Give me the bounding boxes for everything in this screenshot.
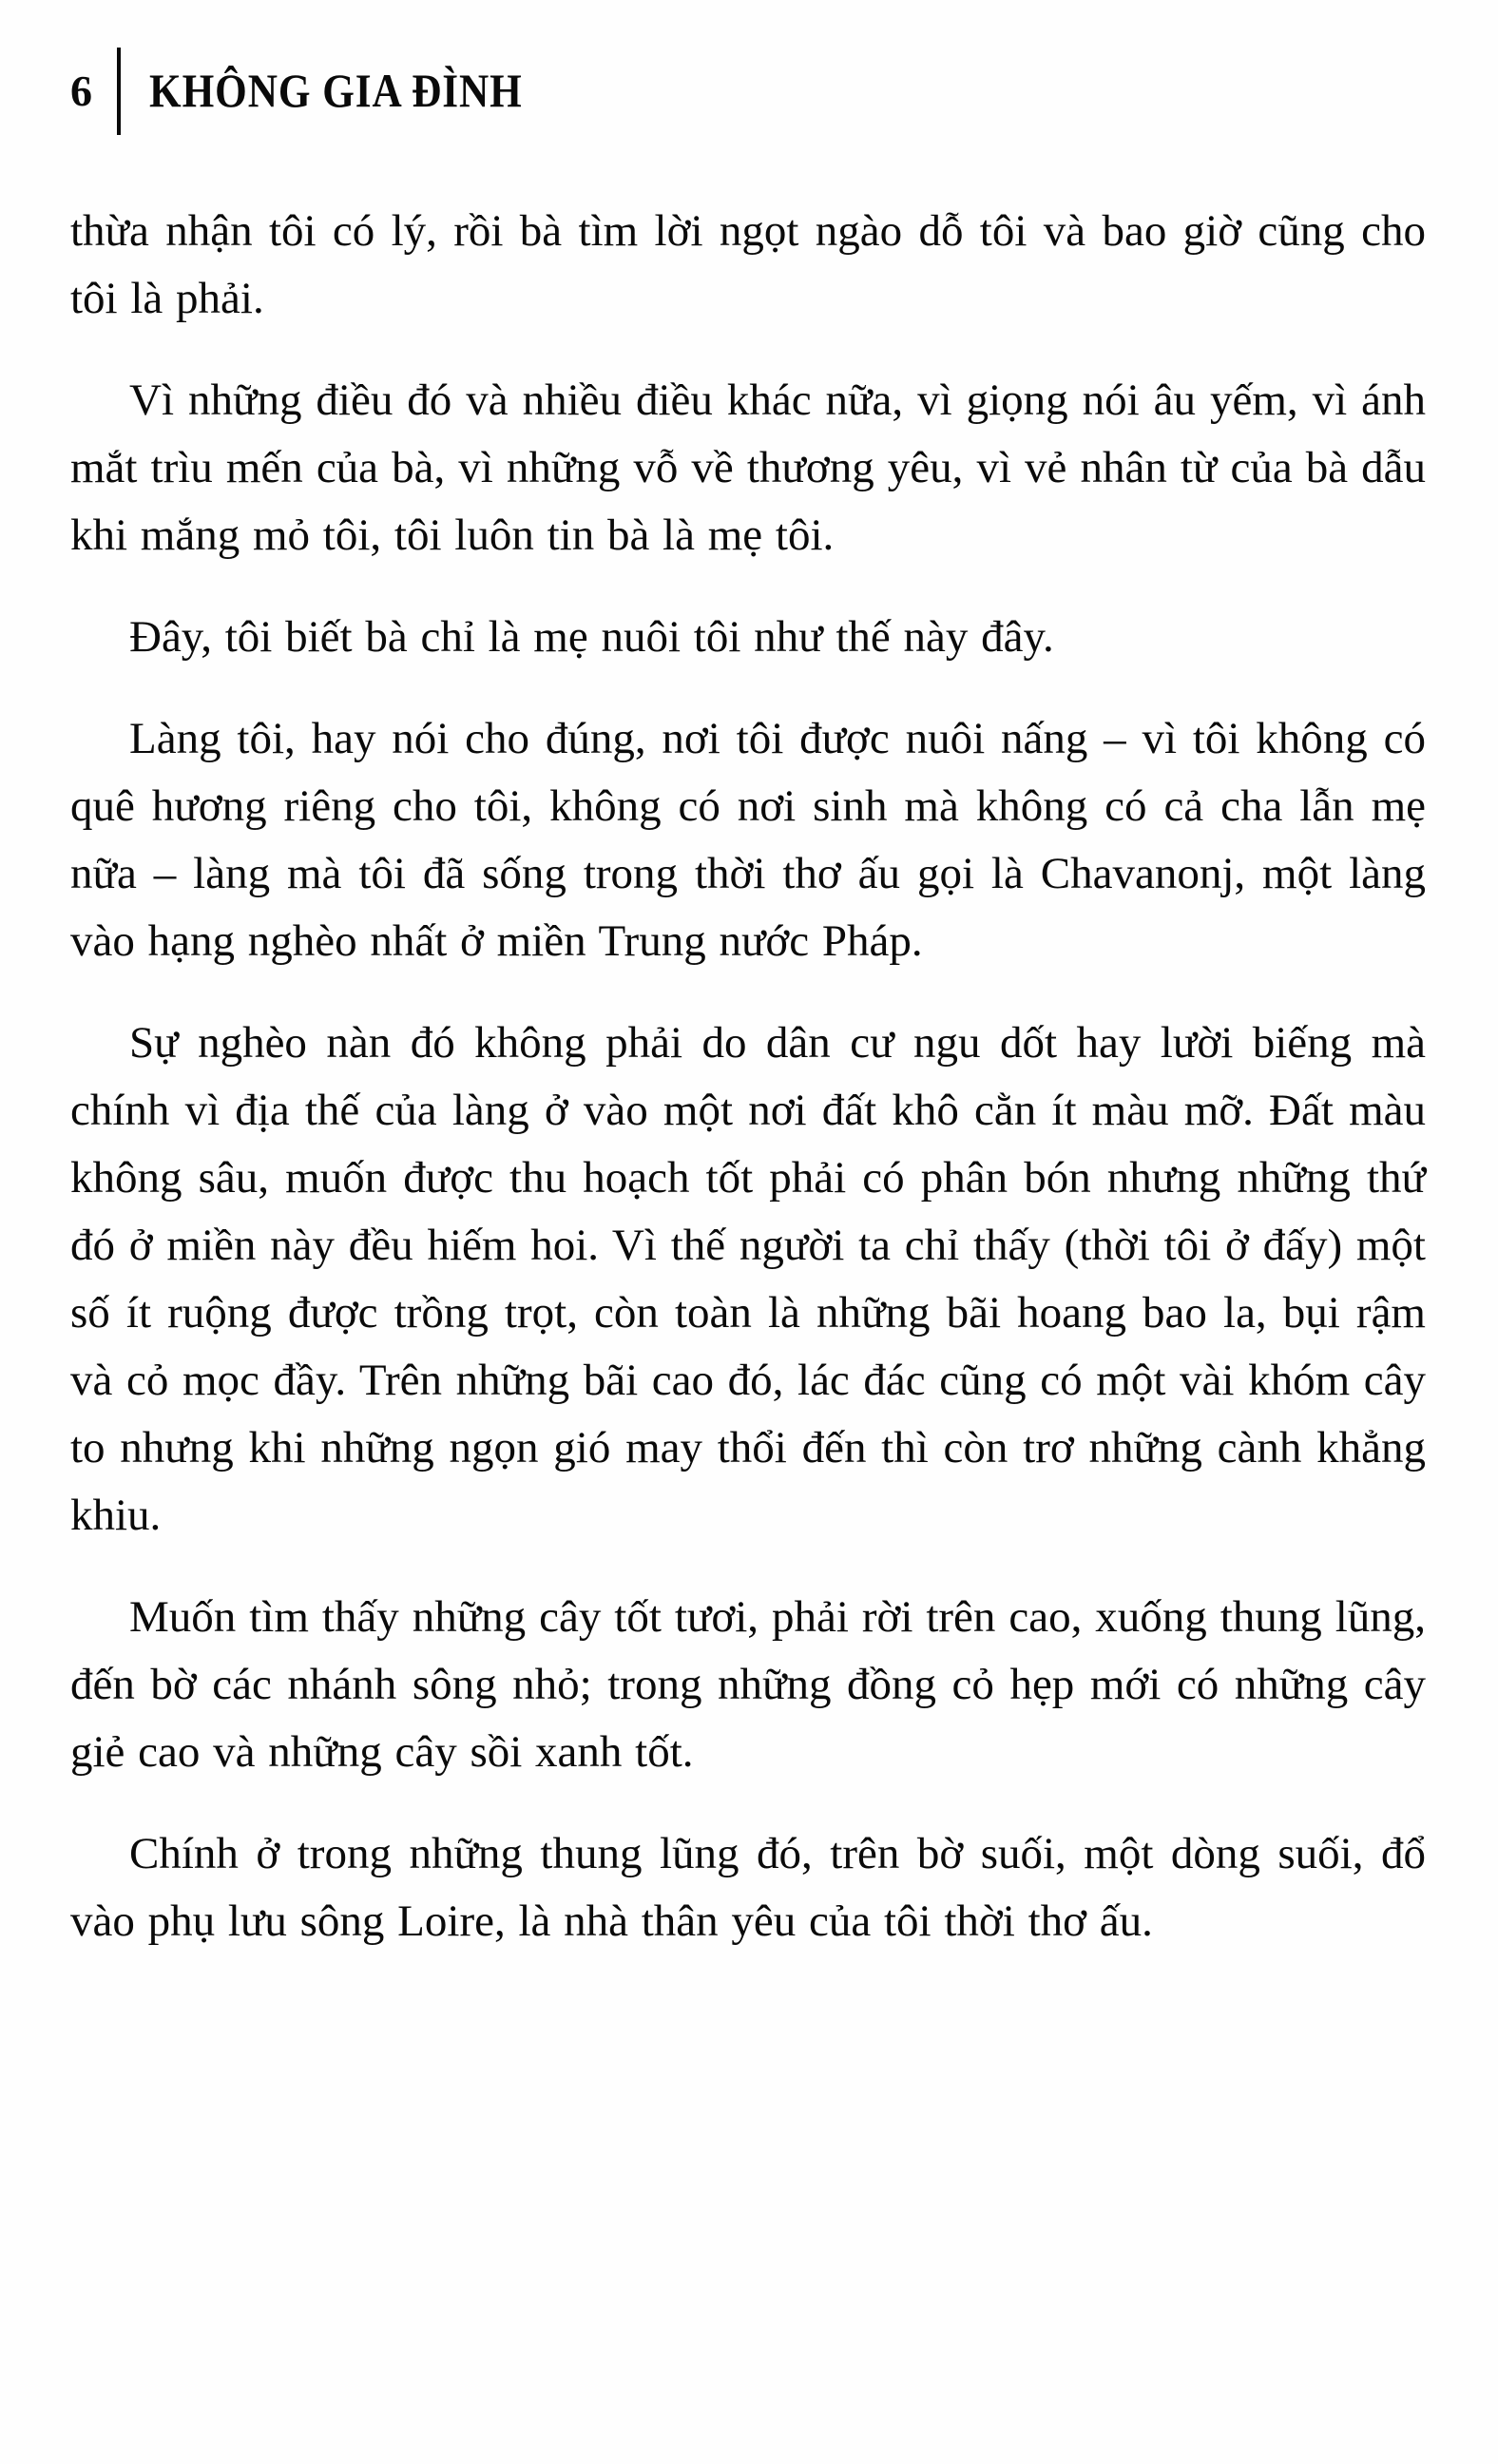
page-number: 6 — [70, 67, 92, 115]
running-header — [70, 48, 1426, 135]
paragraph: Chính ở trong những thung lũng đó, trên bờ suối, một dòng suối, đổ vào phụ lưu sông Loire, là nhà thân yêu của tôi thời thơ ấu. — [70, 1829, 1426, 1946]
book-title: KHÔNG GIA ĐÌNH — [149, 64, 523, 117]
body-text — [70, 198, 1426, 1955]
paragraph: Muốn tìm thấy những cây tốt tươi, phải rời trên cao, xuống thung lũng, đến bờ các nhánh sông nhỏ; trong những đồng cỏ hẹp mới có những cây giẻ cao và những cây sồi xanh tốt. — [70, 1592, 1426, 1777]
paragraph: Đây, tôi biết bà chỉ là mẹ nuôi tôi như thế này đây. — [129, 612, 1054, 662]
paragraph: Sự nghèo nàn đó không phải do dân cư ngu dốt hay lười biếng mà chính vì địa thế của làng ở vào một nơi đất khô cằn ít màu mỡ. Đất màu không sâu, muốn được thu hoạch tốt phải có phân bón nhưng những thứ đó ở miền này đều hiếm hoi. Vì thế người ta chỉ thấy (thời tôi ở đấy) một số ít ruộng được trồng trọt, còn toàn là những bãi hoang bao la, bụi rậm và cỏ mọc đầy. Trên những bãi cao đó, lác đác cũng có một vài khóm cây to nhưng khi những ngọn gió may thổi đến thì còn trơ những cành khẳng khiu. — [70, 1018, 1426, 1540]
paragraph: Vì những điều đó và nhiều điều khác nữa, vì giọng nói âu yếm, vì ánh mắt trìu mến của bà, vì những vỗ về thương yêu, vì vẻ nhân từ của bà dẫu khi mắng mỏ tôi, tôi luôn tin bà là mẹ tôi. — [70, 375, 1426, 560]
paragraph: Làng tôi, hay nói cho đúng, nơi tôi được nuôi nấng – vì tôi không có quê hương riêng cho tôi, không có nơi sinh mà không có cả cha lẫn mẹ nữa – làng mà tôi đã sống trong thời thơ ấu gọi là Chavanonj, một làng vào hạng nghèo nhất ở miền Trung nước Pháp. — [70, 714, 1426, 966]
header-divider-rule — [117, 48, 121, 135]
paragraph: thừa nhận tôi có lý, rồi bà tìm lời ngọt ngào dỗ tôi và bao giờ cũng cho tôi là phải. — [70, 206, 1426, 323]
